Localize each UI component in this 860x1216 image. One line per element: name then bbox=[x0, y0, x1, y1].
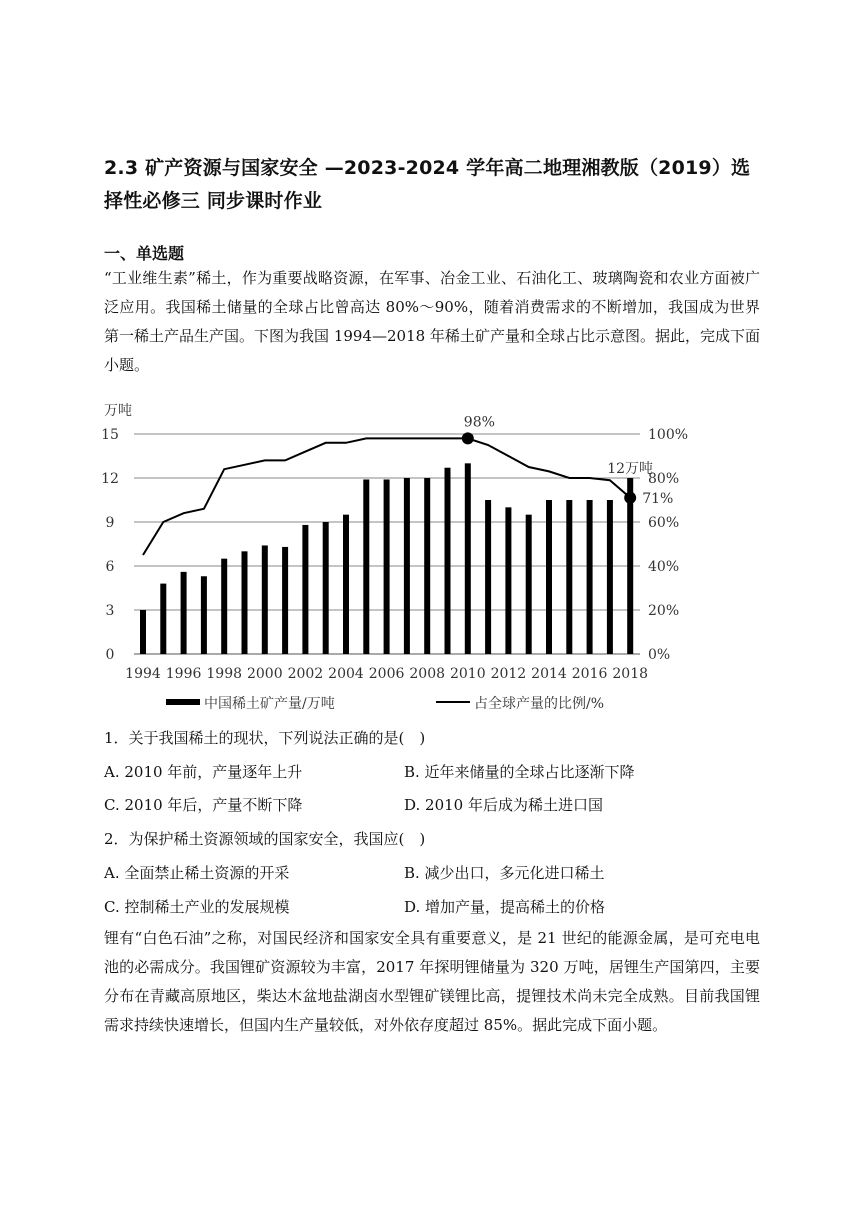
y-axis-label: 万吨 bbox=[104, 403, 132, 419]
bar-series bbox=[140, 463, 633, 654]
chart-annotations bbox=[462, 414, 674, 506]
bar bbox=[160, 584, 166, 654]
passage-rare-earth: “工业维生素”稀土，作为重要战略资源，在军事、冶金工业、石油化工、玻璃陶瓷和农业方面被广泛应用。我国稀土储量的全球占比曾高达 80%～90%，随着消费需求的不断增加，我国成为世界第一稀土产品生产国。下图为我国 1994—2018 年稀土矿产量和全球占比示意图。据此，完成下面小题。 bbox=[104, 269, 760, 374]
bar bbox=[363, 479, 369, 654]
peak-marker bbox=[462, 432, 474, 444]
bar bbox=[465, 463, 471, 654]
section-heading: 一、单选题 bbox=[104, 244, 185, 263]
y2-tick-labels bbox=[648, 427, 688, 663]
x-tick-label: 2004 bbox=[328, 666, 364, 682]
chart-legend bbox=[166, 695, 604, 712]
y2-tick-label: 60% bbox=[648, 515, 680, 531]
y2-tick-label: 0% bbox=[648, 647, 671, 663]
passage-lithium: 锂有“白色石油”之称，对国民经济和国家安全具有重要意义，是 21 世纪的能源金属，是可充电电池的必需成分。我国锂矿资源较为丰富，2017 年探明锂储量为 320 万吨，居锂生产国第四，主要分布在青藏高原地区，柴达木盆地盐湖卤水型锂矿镁锂比高，提锂技术尚未完全成熟。目前我国锂需求持续快速增长，但国内生产量较低，对外依存度超过 85%。据此完成下面小题。 bbox=[104, 929, 760, 1034]
bar bbox=[282, 547, 288, 654]
legend-bar-label: 中国稀土矿产量/万吨 bbox=[204, 696, 335, 712]
bar bbox=[424, 478, 430, 654]
bar bbox=[607, 500, 613, 654]
y-tick-label: 12 bbox=[101, 471, 119, 487]
y2-tick-label: 80% bbox=[648, 471, 680, 487]
x-tick-label: 2002 bbox=[287, 666, 324, 682]
x-tick-label: 1998 bbox=[206, 666, 243, 682]
q2-option-d[interactable]: D. 增加产量，提高稀土的价格 bbox=[404, 898, 606, 916]
bar bbox=[384, 479, 390, 654]
x-tick-label: 2014 bbox=[531, 666, 567, 682]
bar bbox=[302, 525, 308, 654]
bar bbox=[181, 572, 187, 654]
document-title: 2.3 矿产资源与国家安全 —2023-2024 学年高二地理湘教版（2019）选择性必修三 同步课时作业 bbox=[104, 157, 751, 212]
legend-line-label: 占全球产量的比例/% bbox=[474, 696, 605, 712]
y-tick-label: 9 bbox=[105, 515, 115, 531]
y-tick-label: 6 bbox=[105, 559, 115, 575]
bar bbox=[526, 515, 532, 654]
y-tick-labels bbox=[101, 427, 119, 663]
bar bbox=[262, 545, 268, 654]
bar bbox=[485, 500, 491, 654]
rare-earth-chart bbox=[100, 396, 700, 718]
question-2: 2．为保护稀土资源领域的国家安全，我国应( ) bbox=[104, 830, 426, 848]
q1-option-c[interactable]: C. 2010 年后，产量不断下降 bbox=[104, 796, 303, 814]
q1-option-b[interactable]: B. 近年来储量的全球占比逐渐下降 bbox=[404, 763, 635, 781]
y-tick-label: 0 bbox=[105, 647, 115, 663]
q1-option-d[interactable]: D. 2010 年后成为稀土进口国 bbox=[404, 796, 603, 814]
q1-option-a[interactable]: A. 2010 年前，产量逐年上升 bbox=[104, 763, 303, 781]
x-tick-label: 1994 bbox=[125, 666, 161, 682]
x-tick-label: 2000 bbox=[246, 666, 283, 682]
bar bbox=[323, 522, 329, 654]
x-tick-label: 2012 bbox=[490, 666, 527, 682]
bar bbox=[404, 478, 410, 654]
bar bbox=[587, 500, 593, 654]
annotation-share: 71% bbox=[642, 490, 674, 507]
question-1: 1．关于我国稀土的现状，下列说法正确的是( ) bbox=[104, 729, 426, 747]
x-tick-label: 2006 bbox=[368, 666, 405, 682]
bar bbox=[201, 576, 207, 654]
annotation-peak: 98% bbox=[463, 414, 495, 431]
x-tick-label: 2008 bbox=[409, 666, 446, 682]
bar bbox=[566, 500, 572, 654]
bar bbox=[546, 500, 552, 654]
q2-option-b[interactable]: B. 减少出口，多元化进口稀土 bbox=[404, 864, 605, 882]
x-tick-label: 2018 bbox=[612, 666, 649, 682]
x-tick-label: 2010 bbox=[449, 666, 486, 682]
bar bbox=[445, 468, 451, 654]
y2-tick-label: 40% bbox=[648, 559, 680, 575]
bar bbox=[242, 551, 248, 654]
bar bbox=[343, 515, 349, 654]
annotation-output: 12万吨 bbox=[607, 461, 654, 477]
y-tick-label: 3 bbox=[105, 603, 115, 619]
bar bbox=[505, 507, 511, 654]
q2-option-a[interactable]: A. 全面禁止稀土资源的开采 bbox=[104, 864, 290, 882]
x-tick-labels bbox=[125, 666, 648, 682]
y2-tick-label: 100% bbox=[648, 427, 689, 443]
x-tick-label: 1996 bbox=[165, 666, 202, 682]
q2-option-c[interactable]: C. 控制稀土产业的发展规模 bbox=[104, 898, 290, 916]
bar bbox=[140, 610, 146, 654]
bar bbox=[627, 478, 633, 654]
y-tick-label: 15 bbox=[101, 427, 119, 443]
y2-tick-label: 20% bbox=[648, 603, 680, 619]
end-marker bbox=[624, 492, 636, 504]
legend-bar-swatch bbox=[166, 699, 200, 705]
x-tick-label: 2016 bbox=[571, 666, 608, 682]
bar bbox=[221, 559, 227, 654]
